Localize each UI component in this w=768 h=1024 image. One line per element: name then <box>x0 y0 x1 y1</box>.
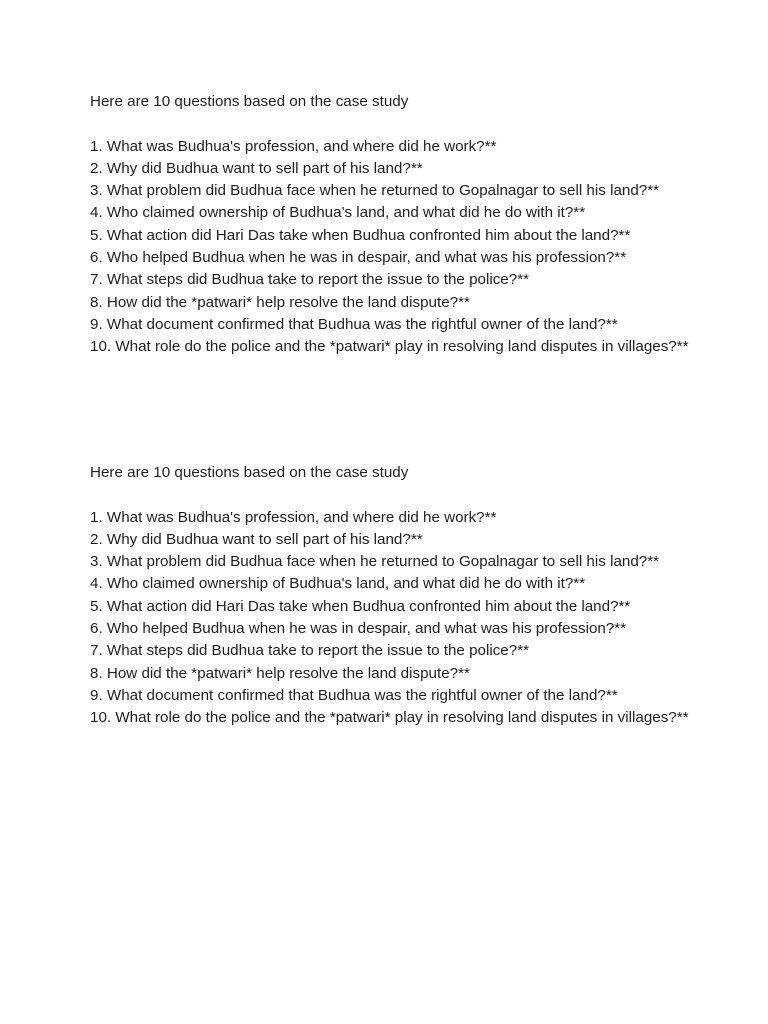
question-item: 1. What was Budhua's profession, and where did he work?** <box>90 137 497 155</box>
question-item: 8. How did the *patwari* help resolve the land dispute?** <box>90 664 470 682</box>
question-item: 9. What document confirmed that Budhua was the rightful owner of the land?** <box>90 686 618 704</box>
question-item: 2. Why did Budhua want to sell part of his land?** <box>90 159 423 177</box>
question-item: 8. How did the *patwari* help resolve the land dispute?** <box>90 293 470 311</box>
question-item: 7. What steps did Budhua take to report the issue to the police?** <box>90 642 530 660</box>
section-intro: Here are 10 questions based on the case study <box>90 464 409 481</box>
question-item: 6. Who helped Budhua when he was in despair, and what was his profession?** <box>90 620 627 638</box>
question-item: 4. Who claimed ownership of Budhua's land, and what did he do with it?** <box>90 204 586 222</box>
question-section-2 <box>90 462 690 730</box>
question-list <box>90 136 690 359</box>
blank-line <box>90 484 690 506</box>
question-item: 10. What role do the police and the *patwari* play in resolving land disputes in villages?** <box>90 338 689 356</box>
question-item: 4. Who claimed ownership of Budhua's land, and what did he do with it?** <box>90 575 586 593</box>
question-list <box>90 507 690 730</box>
question-item: 3. What problem did Budhua face when he returned to Gopalnagar to sell his land?** <box>90 182 660 200</box>
question-item: 6. Who helped Budhua when he was in despair, and what was his profession?** <box>90 249 627 267</box>
question-item: 7. What steps did Budhua take to report the issue to the police?** <box>90 271 530 289</box>
question-item: 5. What action did Hari Das take when Budhua confronted him about the land?** <box>90 226 631 244</box>
question-item: 3. What problem did Budhua face when he returned to Gopalnagar to sell his land?** <box>90 553 660 571</box>
question-item: 10. What role do the police and the *patwari* play in resolving land disputes in villages?** <box>90 709 689 727</box>
question-section-1 <box>90 91 690 359</box>
question-item: 2. Why did Budhua want to sell part of his land?** <box>90 530 423 548</box>
section-intro: Here are 10 questions based on the case study <box>90 93 409 110</box>
question-item: 1. What was Budhua's profession, and where did he work?** <box>90 508 497 526</box>
question-item: 9. What document confirmed that Budhua was the rightful owner of the land?** <box>90 315 618 333</box>
question-item: 5. What action did Hari Das take when Budhua confronted him about the land?** <box>90 597 631 615</box>
blank-line <box>90 113 690 135</box>
